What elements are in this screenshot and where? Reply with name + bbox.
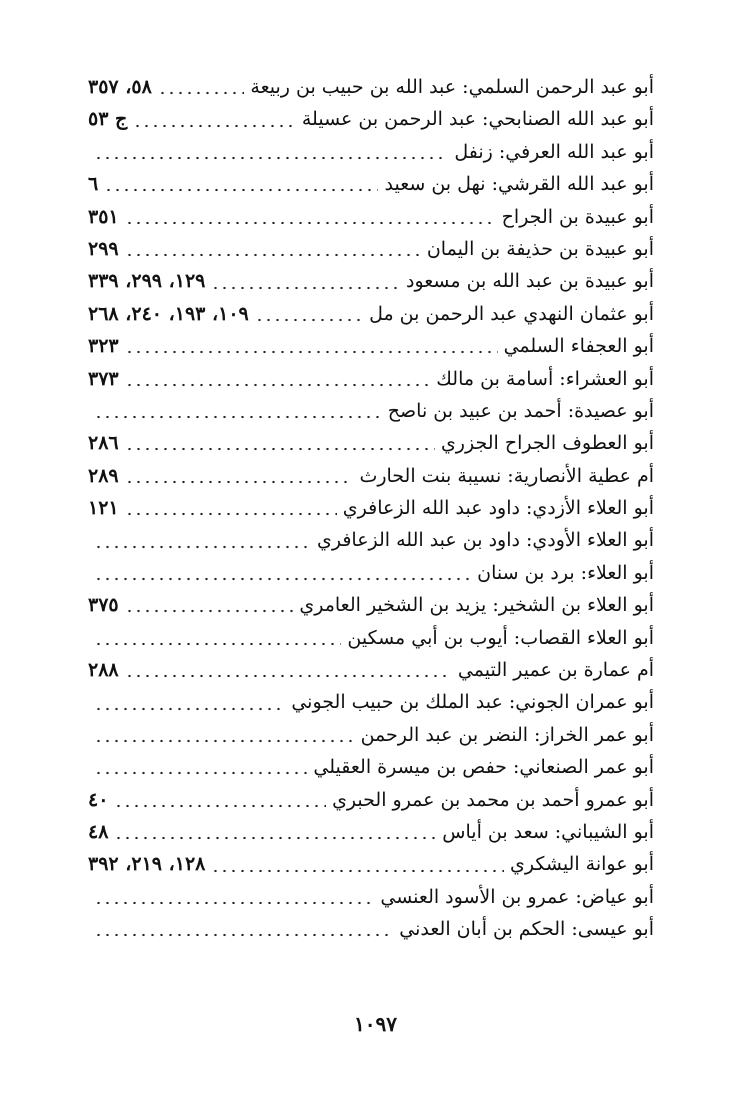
entry-name: أبو عمرو أحمد بن محمد بن عمرو الحبري — [332, 788, 654, 811]
entry-pages: ٢٨٦ — [88, 432, 119, 455]
dot-leader — [94, 771, 307, 775]
entry-pages: ٣٥١ — [88, 205, 119, 228]
index-entry — [88, 557, 654, 589]
entry-pages: ٣٧٣ — [88, 367, 119, 390]
index-entry — [88, 103, 654, 135]
entry-name: أم عمارة بن عمير التيمي — [457, 659, 654, 682]
entry-name: أبو العشراء: أسامة بن مالك — [436, 367, 654, 390]
dot-leader — [125, 609, 294, 613]
entry-name: أبو عبد الله العرفي: زنفل — [454, 140, 654, 163]
dot-leader — [94, 739, 355, 743]
dot-leader — [255, 318, 363, 322]
index-entry — [88, 848, 654, 880]
dot-leader — [158, 91, 245, 95]
entry-name: أبو عياض: عمرو بن الأسود العنسي — [380, 885, 654, 908]
dot-leader — [94, 577, 471, 581]
entry-name: أبو عمر الصنعاني: حفص بن ميسرة العقيلي — [313, 756, 654, 779]
entry-pages: ٣٧٥ — [88, 594, 119, 617]
entry-name: أم عطية الأنصارية: نسيبة بنت الحارث — [359, 464, 654, 487]
dot-leader — [94, 415, 382, 419]
entry-name: أبو العلاء: برد بن سنان — [477, 561, 654, 584]
index-entry — [88, 460, 654, 492]
index-entry — [88, 427, 654, 459]
entry-pages: ٥٨، ٣٥٧ — [88, 76, 152, 98]
index-entry — [88, 524, 654, 556]
dot-leader — [125, 447, 435, 451]
entry-name: أبو عصيدة: أحمد بن عبيد بن ناصح — [387, 399, 654, 422]
entry-name: أبو العجفاء السلمي — [503, 335, 654, 358]
entry-name: أبو العلاء بن الشخير: يزيد بن الشخير العامري — [299, 594, 654, 617]
entry-name: أبو عبيدة بن عبد الله بن مسعود — [405, 270, 654, 293]
index-entry — [88, 719, 654, 751]
dot-leader — [125, 253, 421, 257]
dot-leader — [94, 901, 374, 905]
entry-pages: ٤٨ — [88, 820, 109, 843]
entry-name: أبو الشيباني: سعد بن أياس — [442, 820, 654, 843]
index-list — [88, 71, 654, 946]
index-entry — [88, 881, 654, 913]
index-entry — [88, 201, 654, 233]
index-entry — [88, 330, 654, 362]
index-entry — [88, 622, 654, 654]
entry-pages: ٢٨٩ — [88, 464, 119, 487]
entry-pages: ٢٩٩ — [88, 237, 119, 260]
entry-name: أبو العلاء الأودي: داود بن عبد الله الزعافري — [316, 529, 654, 552]
dot-leader — [125, 350, 498, 354]
entry-name: أبو عبيدة بن الجراح — [501, 205, 654, 228]
dot-leader — [114, 836, 436, 840]
entry-pages: ٢٨٨ — [88, 659, 119, 682]
dot-leader — [104, 188, 378, 192]
index-entry — [88, 589, 654, 621]
index-entry — [88, 136, 654, 168]
dot-leader — [125, 512, 337, 516]
dot-leader — [211, 286, 400, 290]
index-entry — [88, 233, 654, 265]
entry-name: أبو عبد الله الصنابحي: عبد الرحمن بن عسيلة — [301, 108, 654, 131]
index-entry — [88, 298, 654, 330]
index-entry — [88, 816, 654, 848]
index-entry — [88, 913, 654, 945]
index-entry — [88, 686, 654, 718]
index-entry — [88, 784, 654, 816]
entry-name: أبو عمران الجوني: عبد الملك بن حبيب الجوني — [291, 691, 654, 714]
entry-name: أبو عثمان النهدي عبد الرحمن بن مل — [369, 302, 654, 325]
dot-leader — [94, 642, 341, 646]
dot-leader — [94, 933, 393, 937]
entry-name: أبو عبيدة بن حذيفة بن اليمان — [426, 237, 654, 260]
entry-name: أبو عيسى: الحكم بن أبان العدني — [399, 918, 654, 941]
entry-pages: ١٢٩، ٢٩٩، ٣٣٩ — [88, 270, 206, 293]
entry-name: أبو عوانة اليشكري — [510, 853, 654, 876]
index-entry — [88, 654, 654, 686]
dot-leader — [125, 674, 452, 678]
entry-pages: ١٢١ — [88, 497, 119, 520]
entry-pages: ج ٥٣ — [88, 108, 128, 131]
entry-name: أبو العطوف الجراح الجزري — [440, 432, 654, 455]
entry-name: أبو العلاء الأزدي: داود عبد الله الزعافري — [342, 497, 654, 520]
dot-leader — [125, 480, 354, 484]
dot-leader — [94, 545, 311, 549]
dot-leader — [94, 707, 285, 711]
dot-leader — [125, 383, 431, 387]
index-entry — [88, 395, 654, 427]
entry-pages: ٣٢٣ — [88, 335, 119, 358]
entry-name: أبو عمر الخراز: النضر بن عبد الرحمن — [360, 723, 654, 746]
dot-leader — [94, 156, 448, 160]
dot-leader — [211, 869, 504, 873]
index-entry — [88, 168, 654, 200]
page-number: ١٠٩٧ — [354, 1012, 397, 1036]
entry-name: أبو عبد الله القرشي: نهل بن سعيد — [384, 173, 654, 196]
entry-name: أبو عبد الرحمن السلمي: عبد الله بن حبيب بن ربيعة — [250, 76, 654, 98]
dot-leader — [114, 804, 326, 808]
entry-pages: ١٠٩، ١٩٣، ٢٤٠، ٢٦٨ — [88, 302, 249, 325]
entry-pages: ١٢٨، ٢١٩، ٣٩٢ — [88, 853, 206, 876]
entry-name: أبو العلاء القصاب: أيوب بن أبي مسكين — [347, 626, 654, 649]
entry-pages: ٦ — [88, 173, 99, 196]
index-entry — [88, 71, 654, 103]
index-entry — [88, 265, 654, 297]
dot-leader — [133, 124, 296, 128]
index-entry — [88, 751, 654, 783]
dot-leader — [125, 221, 496, 225]
entry-pages: ٤٠ — [88, 788, 109, 811]
index-entry — [88, 492, 654, 524]
index-entry — [88, 363, 654, 395]
